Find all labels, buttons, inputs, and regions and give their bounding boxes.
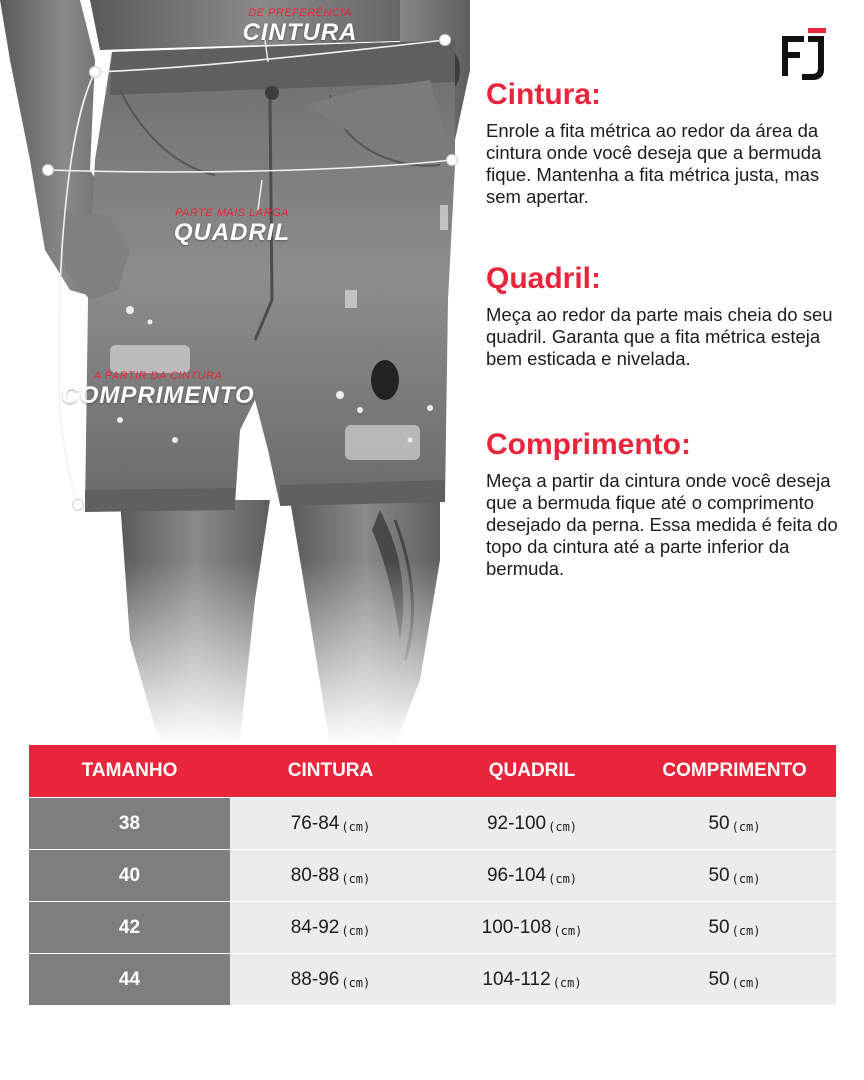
- cintura-cell: [230, 850, 431, 901]
- label-comprimento-small: A PARTIR DA CINTURA: [93, 370, 223, 382]
- quadril-value: 100-108: [481, 916, 552, 938]
- comprimento-value: 50: [708, 968, 730, 990]
- unit-label: (cm): [548, 819, 578, 834]
- table-header: [29, 745, 836, 797]
- cintura-cell: [230, 798, 431, 849]
- label-quadril-small: PARTE MAIS LARGA: [175, 207, 289, 219]
- size-cell: 38: [29, 798, 230, 849]
- comprimento-cell: [633, 954, 836, 1005]
- unit-label: (cm): [731, 975, 761, 990]
- cintura-cell: [230, 954, 431, 1005]
- cintura-value: 84-92: [290, 916, 340, 938]
- label-comprimento: [61, 371, 254, 408]
- instruction-title: Quadril:: [486, 262, 602, 295]
- comprimento-value: 50: [708, 916, 730, 938]
- table-row: [29, 901, 836, 953]
- unit-label: (cm): [552, 975, 582, 990]
- quadril-cell: [431, 902, 633, 953]
- label-cintura: [243, 8, 358, 45]
- size-cell: 44: [29, 954, 230, 1005]
- quadril-value: 104-112: [482, 968, 551, 990]
- cintura-value: 88-96: [290, 968, 340, 990]
- label-quadril-big: QUADRIL: [173, 219, 291, 246]
- quadril-cell: [431, 850, 633, 901]
- product-photo: [0, 0, 470, 745]
- cintura-value: 80-88: [290, 864, 340, 886]
- size-cell: 40: [29, 850, 230, 901]
- table-row: [29, 797, 836, 849]
- comprimento-cell: [633, 798, 836, 849]
- label-cintura-small: DE PREFERÊNCIA: [248, 7, 352, 19]
- comprimento-value: 50: [708, 812, 730, 834]
- brand-logo: [778, 26, 828, 82]
- header-quadril: QUADRIL: [488, 760, 576, 781]
- quadril-cell: [431, 954, 633, 1005]
- quadril-value: 92-100: [486, 812, 547, 834]
- comprimento-value: 50: [708, 864, 730, 886]
- label-comprimento-big: COMPRIMENTO: [61, 382, 255, 409]
- header-cintura: CINTURA: [287, 760, 374, 781]
- header-tamanho: TAMANHO: [81, 760, 178, 781]
- unit-label: (cm): [553, 923, 583, 938]
- unit-label: (cm): [341, 975, 371, 990]
- comprimento-cell: [633, 902, 836, 953]
- instruction-text: Meça ao redor da parte mais cheia do seu quadril. Garanta que a fita métrica esteja bem esticada e nivelada.: [486, 304, 833, 369]
- label-cintura-big: CINTURA: [242, 19, 358, 46]
- unit-label: (cm): [548, 871, 578, 886]
- label-quadril: [174, 208, 290, 245]
- instruction-comprimento: [486, 430, 846, 580]
- header-comprimento: COMPRIMENTO: [662, 760, 807, 781]
- unit-label: (cm): [731, 923, 761, 938]
- cintura-value: 76-84: [290, 812, 340, 834]
- unit-label: (cm): [731, 819, 761, 834]
- cintura-cell: [230, 902, 431, 953]
- instruction-text: Meça a partir da cintura onde você deseja que a bermuda fique até o comprimento desejado da perna. Essa medida é feita do topo da cintura até a parte inferior da bermuda.: [486, 470, 838, 579]
- instruction-text: Enrole a fita métrica ao redor da área da cintura onde você deseja que a bermuda fique. Mantenha a fita métrica justa, mas sem apertar.: [486, 120, 822, 207]
- unit-label: (cm): [341, 871, 371, 886]
- unit-label: (cm): [341, 819, 371, 834]
- instruction-cintura: [486, 80, 846, 208]
- quadril-value: 96-104: [486, 864, 547, 886]
- size-cell: 42: [29, 902, 230, 953]
- size-table: [29, 745, 836, 1005]
- instruction-quadril: [486, 264, 846, 370]
- table-row: [29, 849, 836, 901]
- unit-label: (cm): [341, 923, 371, 938]
- table-row: [29, 953, 836, 1005]
- instruction-title: Comprimento:: [486, 428, 691, 461]
- comprimento-cell: [633, 850, 836, 901]
- quadril-cell: [431, 798, 633, 849]
- instruction-title: Cintura:: [486, 78, 601, 111]
- unit-label: (cm): [731, 871, 761, 886]
